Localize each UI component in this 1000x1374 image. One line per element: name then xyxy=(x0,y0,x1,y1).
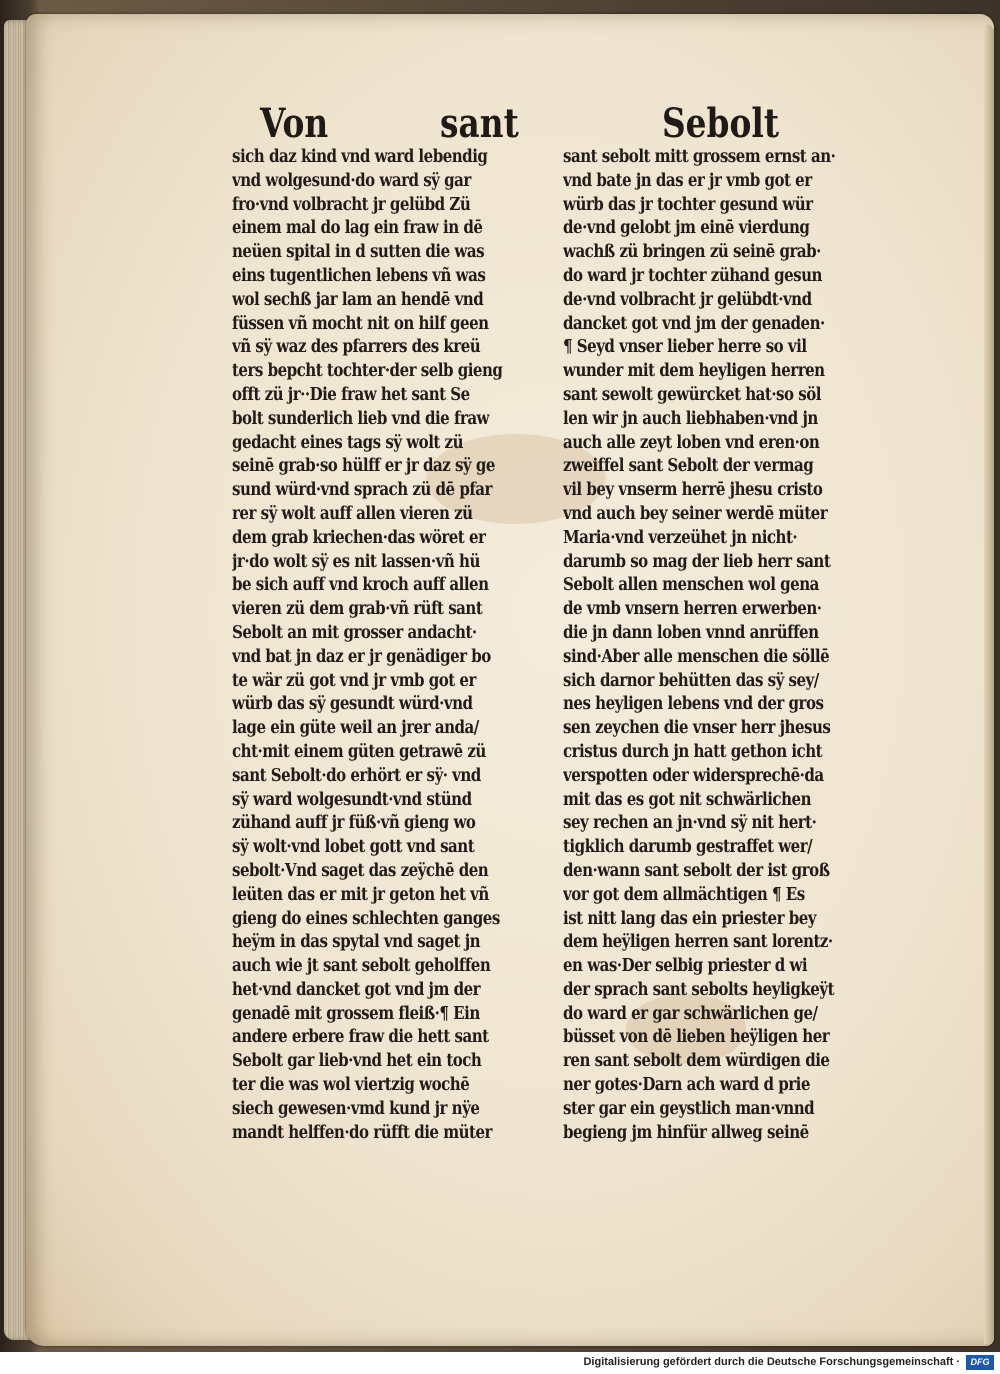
text-line: ren sant sebolt dem würdigen die xyxy=(563,1051,830,1072)
page-right-edge xyxy=(984,24,994,1344)
text-line: sebolt·Vnd saget das zeÿchē den xyxy=(232,860,489,881)
header-word: Sebolt xyxy=(662,100,779,147)
text-line: dem grab kriechen·das wöret er xyxy=(232,527,486,548)
dfg-logo-icon: DFG xyxy=(966,1355,994,1370)
text-line: andere erbere fraw die hett sant xyxy=(232,1027,489,1048)
text-line: offt zü jr··Die fraw het sant Se xyxy=(232,384,470,405)
text-line: mit das es got nit schwärlichen xyxy=(563,789,812,810)
text-line: füssen vñ mocht nit on hilf geen xyxy=(232,313,489,334)
text-line: darumb so mag der lieb herr sant xyxy=(563,551,831,572)
header-word: Von xyxy=(260,100,329,147)
text-line: mandt helffen·do rüfft die müter xyxy=(232,1122,492,1143)
text-line: einem mal do lag ein fraw in dē xyxy=(232,218,483,239)
text-line: vieren zü dem grab·vñ rüft sant xyxy=(232,599,483,620)
text-line: sant Sebolt·do erhört er sÿ· vnd xyxy=(232,765,481,786)
text-line: cristus durch jn hatt gethon icht xyxy=(563,741,823,762)
digitization-credit: Digitalisierung gefördert durch die Deutsche Forschungsgemeinschaft · xyxy=(583,1356,960,1368)
text-line: ¶ Seyd vnser lieber herre so vil xyxy=(563,337,807,358)
text-line: vnd wolgesund·do ward sÿ gar xyxy=(232,170,471,191)
text-line: sey rechen an jn·vnd sÿ nit hert· xyxy=(563,813,817,834)
text-line: sich darnor behütten das sÿ sey/ xyxy=(563,670,819,691)
text-line: ter die was wol viertzig wochē xyxy=(232,1075,470,1096)
text-line: auch wie jt sant sebolt geholffen xyxy=(232,956,491,977)
text-line: fro·vnd volbracht jr gelübd Zü xyxy=(232,194,471,215)
text-line: büsset von dē lieben heÿligen her xyxy=(563,1027,830,1048)
text-line: ters bepcht tochter·der selb gieng xyxy=(232,361,503,382)
text-line: zühand auff jr füß·vñ gieng wo xyxy=(232,813,476,834)
text-line: den·wann sant sebolt der ist groß xyxy=(563,860,830,881)
text-line: leüten das er mit jr geton het vñ xyxy=(232,884,489,905)
text-line: vñ sÿ waz des pfarrers des kreü xyxy=(232,337,481,358)
text-line: sÿ ward wolgesundt·vnd stünd xyxy=(232,789,472,810)
text-line: sÿ wolt·vnd lobet gott vnd sant xyxy=(232,837,475,858)
text-line: seinē grab·so hülff er jr daz sÿ ge xyxy=(232,456,495,477)
text-line: te wär zü got vnd jr vmb got er xyxy=(232,670,476,691)
text-line: sind·Aber alle menschen die söllē xyxy=(563,646,830,667)
text-line: jr·do wolt sÿ es nit lassen·vñ hü xyxy=(232,551,480,572)
text-line: tigklich darumb gestraffet wer/ xyxy=(563,837,813,858)
text-line: wol sechß jar lam an hendē vnd xyxy=(232,289,484,310)
text-line: do ward jr tochter zühand gesun xyxy=(563,265,822,286)
text-column-left xyxy=(232,146,544,1145)
text-line: bolt sunderlich lieb vnd die fraw xyxy=(232,408,490,429)
text-line: Maria·vnd verzeühet jn nicht· xyxy=(563,527,798,548)
footer-bar xyxy=(0,1352,1000,1374)
text-line: vnd bate jn das er jr vmb got er xyxy=(563,170,812,191)
text-line: heÿm in das spytal vnd saget jn xyxy=(232,932,481,953)
text-line: do ward er gar schwärlichen ge/ xyxy=(563,1003,818,1024)
text-line: Sebolt an mit grosser andacht· xyxy=(232,622,477,643)
text-line: lage ein güte weil an jrer anda/ xyxy=(232,718,479,739)
header-word: sant xyxy=(440,100,519,147)
text-line: ist nitt lang das ein priester bey xyxy=(563,908,817,929)
text-line: be sich auff vnd kroch auff allen xyxy=(232,575,489,596)
text-line: vor got dem allmächtigen ¶ Es xyxy=(563,884,805,905)
text-line: wachß zü bringen zü seinē grab· xyxy=(563,242,821,263)
text-line: dancket got vnd jm der genaden· xyxy=(563,313,825,334)
text-line: auch alle zeyt loben vnd eren·on xyxy=(563,432,820,453)
text-line: vnd auch bey seiner werdē müter xyxy=(563,503,828,524)
text-line: genadē mit grossem fleiß·¶ Ein xyxy=(232,1003,480,1024)
text-line: die jn dann loben vnnd anrüffen xyxy=(563,622,819,643)
text-line: eins tugentlichen lebens vñ was xyxy=(232,265,486,286)
text-line: gieng do eines schlechten ganges xyxy=(232,908,500,929)
text-line: siech gewesen·vmd kund jr nÿe xyxy=(232,1098,480,1119)
text-column-right xyxy=(563,146,875,1145)
text-line: gedacht eines tags sÿ wolt zü xyxy=(232,432,464,453)
text-line: en was·Der selbig priester d wi xyxy=(563,956,808,977)
text-line: vil bey vnserm herrē jhesu cristo xyxy=(563,480,823,501)
text-line: würb das sÿ gesundt würd·vnd xyxy=(232,694,473,715)
text-line: len wir jn auch liebhaben·vnd jn xyxy=(563,408,818,429)
text-line: sen zeychen die vnser herr jhesus xyxy=(563,718,831,739)
text-line: ster gar ein geystlich man·vnnd xyxy=(563,1098,815,1119)
text-line: neüen spital in d sutten die was xyxy=(232,242,485,263)
text-line: verspotten oder widersprechē·da xyxy=(563,765,824,786)
text-line: vnd bat jn daz er jr genädiger bo xyxy=(232,646,491,667)
text-line: begieng jm hinfür allweg seinē xyxy=(563,1122,809,1143)
text-line: het·vnd dancket got vnd jm der xyxy=(232,979,481,1000)
text-line: würb das jr tochter gesund wür xyxy=(563,194,813,215)
text-line: de·vnd gelobt jm einē vierdung xyxy=(563,218,810,239)
text-line: wunder mit dem heyligen herren xyxy=(563,361,825,382)
text-line: nes heyligen lebens vnd der gros xyxy=(563,694,824,715)
text-line: dem heÿligen herren sant lorentz· xyxy=(563,932,833,953)
text-line: de·vnd volbracht jr gelübdt·vnd xyxy=(563,289,812,310)
text-line: cht·mit einem güten getrawē zü xyxy=(232,741,486,762)
text-line: zweiffel sant Sebolt der vermag xyxy=(563,456,814,477)
text-line: Sebolt allen menschen wol gena xyxy=(563,575,819,596)
text-line: rer sÿ wolt auff allen vieren zü xyxy=(232,503,473,524)
text-line: Sebolt gar lieb·vnd het ein toch xyxy=(232,1051,482,1072)
running-header xyxy=(232,100,779,152)
text-line: sant sewolt gewürcket hat·so söl xyxy=(563,384,821,405)
text-line: ner gotes·Darn ach ward d prie xyxy=(563,1075,810,1096)
text-line: sich daz kind vnd ward lebendig xyxy=(232,147,488,167)
text-line: sant sebolt mitt grossem ernst an· xyxy=(563,147,836,167)
text-line: der sprach sant sebolts heyligkeÿt xyxy=(563,979,835,1000)
text-line: de vmb vnsern herren erwerben· xyxy=(563,599,822,620)
text-line: sund würd·vnd sprach zü dē pfar xyxy=(232,480,492,501)
